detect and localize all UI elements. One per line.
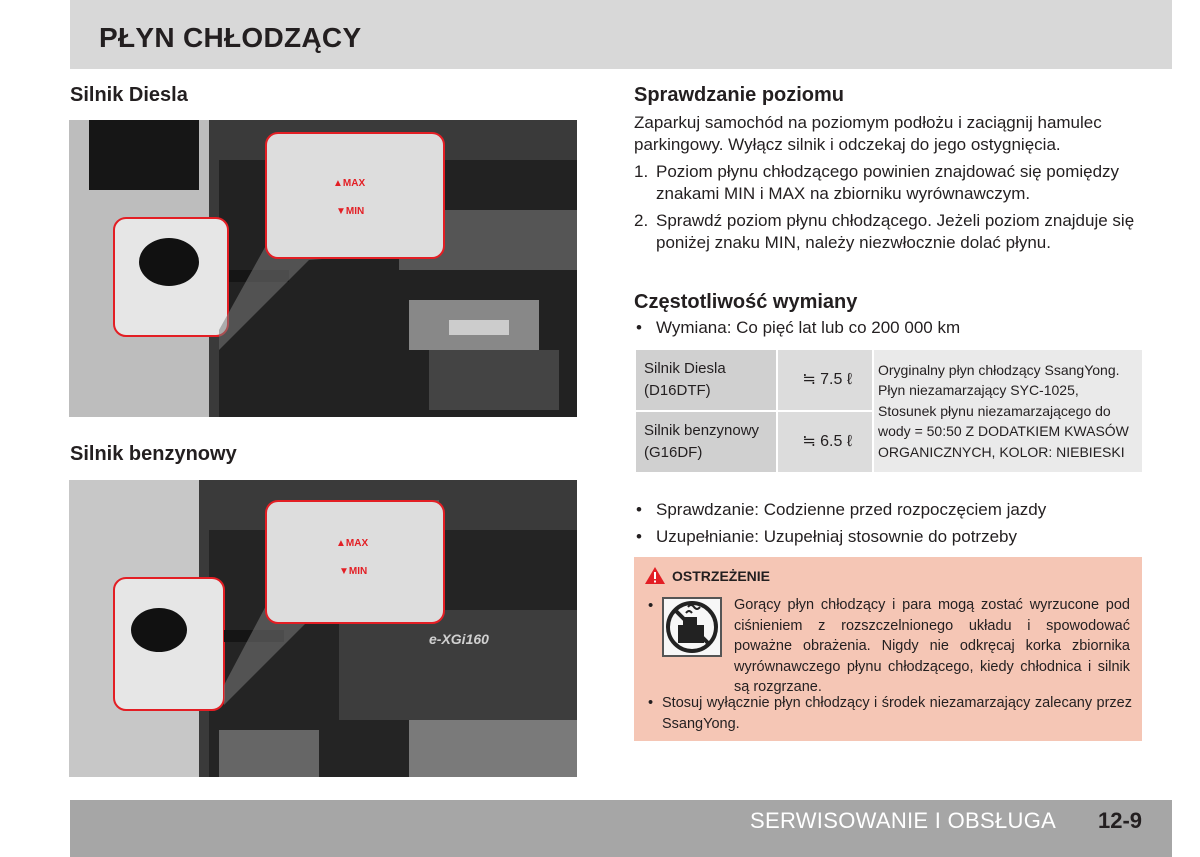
- warning-title: OSTRZEŻENIE: [672, 567, 771, 584]
- engine-cell: Silnik Diesla (D16DTF): [635, 349, 777, 411]
- petrol-max-label: ▲MAX: [336, 538, 369, 549]
- check-level-heading: Sprawdzanie poziomu: [634, 84, 845, 106]
- frequency-bullet: • Wymiana: Co pięć lat lub co 200 000 km: [636, 318, 961, 337]
- check-bullet: • Sprawdzanie: Codzienne przed rozpoczęciem jazdy: [636, 500, 1047, 519]
- check-step: [634, 161, 1146, 205]
- check-bullet-text: Sprawdzanie: Codzienne przed rozpoczęciem jazdy: [656, 500, 1047, 519]
- step-text: Sprawdź poziom płynu chłodzącego. Jeżeli poziom znajduje się poniżej znaku MIN, należy niezwłocznie dolać płynu.: [656, 211, 1135, 252]
- diesel-engine-photo: [69, 120, 577, 417]
- engine-cell: Silnik benzynowy (G16DF): [635, 411, 777, 473]
- warning-text-use-genuine-body: Stosuj wyłącznie płyn chłodzący i środek niezamarzający zalecany przez SsangYong.: [662, 695, 1132, 732]
- diesel-min-label: ▼MIN: [336, 206, 365, 217]
- step-number: 1.: [634, 162, 649, 181]
- petrol-engine-badge: e-XGi160: [429, 631, 489, 647]
- step-text: Poziom płynu chłodzącego powinien znajdować się pomiędzy znakami MIN i MAX na zbiorniku wyrównawczym.: [656, 162, 1120, 203]
- coolant-spec-table: [634, 348, 1144, 474]
- petrol-heading: Silnik benzynowy: [70, 443, 237, 465]
- diesel-heading: Silnik Diesla: [70, 84, 188, 106]
- check-steps-list: [634, 161, 1146, 259]
- check-step: [634, 210, 1146, 254]
- warning-text-hot-coolant: Gorący płyn chłodzący i para mogą zostać wyrzucone pod ciśnieniem z rozszczelnionego układu i spowodować poważne obrażenia. Nigdy nie odkręcaj korka zbiornika wyrównawczego płynu chłodzącego, kiedy chłodnica i silnik są rozgrzane.: [734, 597, 1130, 695]
- refill-bullet-text: Uzupełnianie: Uzupełniaj stosownie do potrzeby: [656, 527, 1017, 546]
- diesel-max-label: ▲MAX: [333, 178, 366, 189]
- warning-header: [644, 566, 770, 585]
- page-title: PŁYN CHŁODZĄCY: [99, 22, 362, 53]
- frequency-text: Wymiana: Co pięć lat lub co 200 000 km: [656, 318, 961, 337]
- refill-bullet: • Uzupełnianie: Uzupełniaj stosownie do potrzeby: [636, 527, 1017, 546]
- table-row: [635, 349, 1143, 411]
- warning-box: OSTRZEŻENIE • Gorący płyn chłodzący i para mogą zostać wyrzucone pod ciśnieniem z rozszczelnionego układu i spowodować poważne obrażenia. Nigdy nie odkręcaj korka zbiornika wyrównawczego płynu chłodzącego, kiedy chłodnica i silnik są rozgrzane. • Stosuj wyłącznie płyn chłodzący i środek niezamarzający zalecany przez SsangYong.: [634, 557, 1142, 741]
- step-number: 2.: [634, 211, 649, 230]
- replacement-frequency-heading: Częstotliwość wymiany: [634, 291, 858, 313]
- volume-cell: ≒ 7.5 ℓ: [777, 349, 873, 411]
- warning-text-use-genuine: • Stosuj wyłącznie płyn chłodzący i środek niezamarzający zalecany przez SsangYong.: [648, 695, 1132, 732]
- page-number: 12-9: [1098, 808, 1143, 833]
- check-intro: Zaparkuj samochód na poziomym podłożu i zaciągnij hamulec parkingowy. Wyłącz silnik i odczekaj do jego ostygnięcia.: [634, 113, 1102, 154]
- petrol-engine-photo: [69, 480, 577, 777]
- warning-triangle-icon: [644, 566, 666, 585]
- no-open-hot-cap-icon: [662, 597, 722, 657]
- footer-section-title: SERWISOWANIE I OBSŁUGA: [750, 808, 1057, 833]
- coolant-description: Oryginalny płyn chłodzący SsangYong. Płyn niezamarzający SYC-1025, Stosunek płynu niezamarzającego do wody = 50:50 Z DODATKIEM KWASÓW ORGANICZNYCH, KOLOR: NIEBIESKI: [873, 349, 1143, 473]
- volume-cell: ≒ 6.5 ℓ: [777, 411, 873, 473]
- petrol-min-label: ▼MIN: [339, 566, 368, 577]
